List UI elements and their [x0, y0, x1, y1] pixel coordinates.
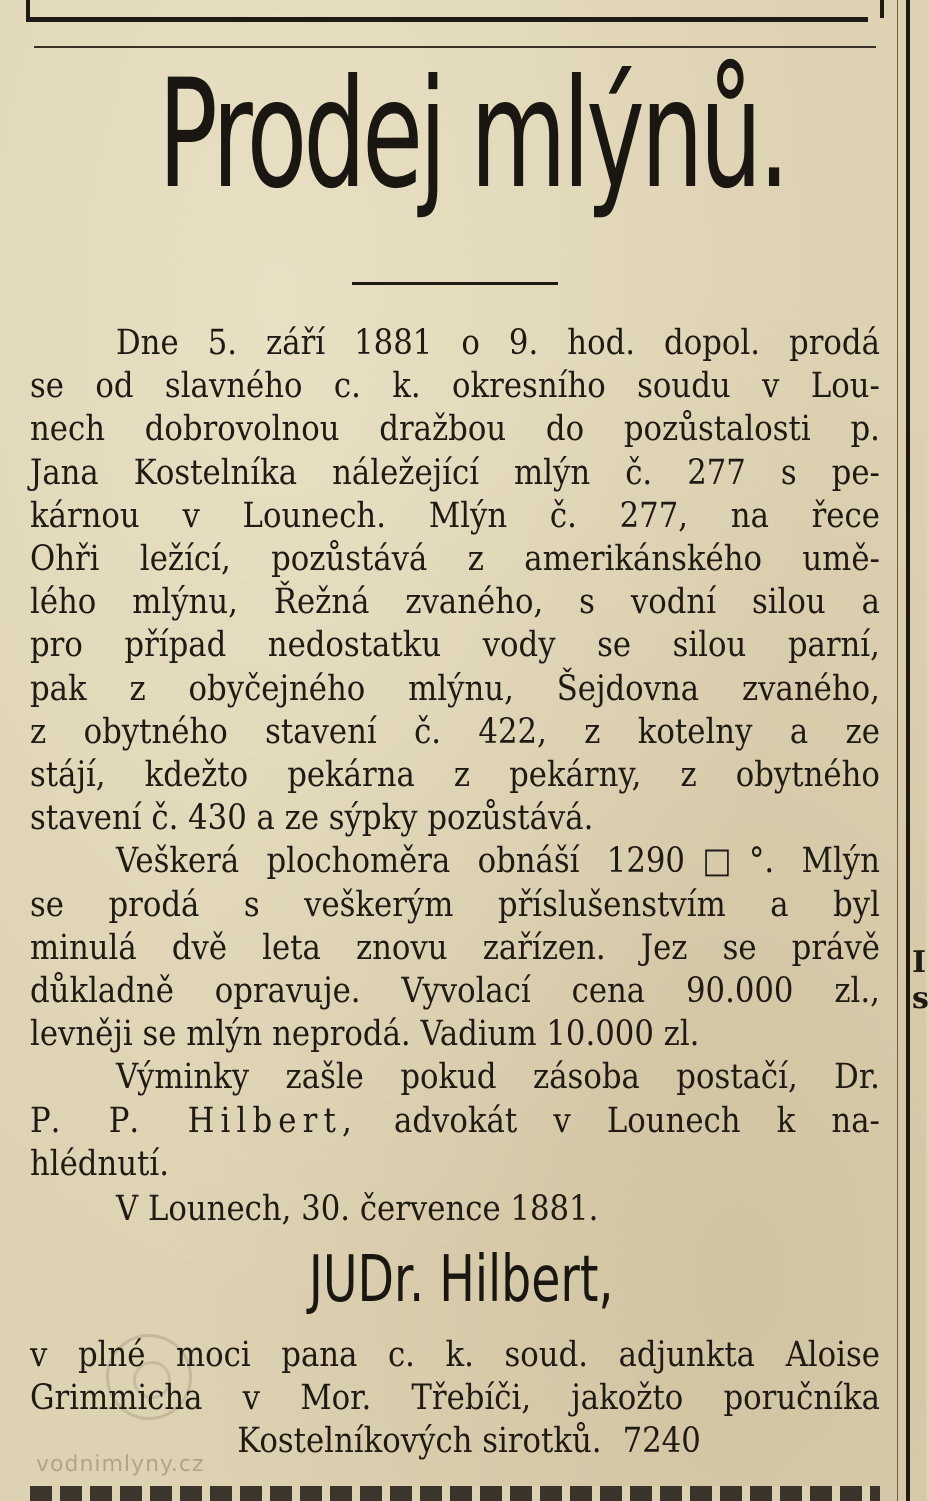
text-line: důkladně opravuje. Vyvolací cena 90.000 zl.,: [30, 971, 880, 1012]
text-line: Veškerá plochoměra obnáší 1290□°. Mlýn: [116, 841, 880, 882]
text-line: se od slavného c. k. okresního soudu v Lou-: [30, 366, 880, 407]
text-line: kárnou v Lounech. Mlýn č. 277, na řece: [30, 495, 880, 536]
text-line: hlédnutí.: [30, 1143, 170, 1184]
text-fragment: Kostelníkových sirotků.: [237, 1421, 602, 1462]
text-line: Jana Kostelníka náležející mlýn č. 277 s pe-: [30, 452, 880, 493]
text-line: levněji se mlýn neprodá. Vadium 10.000 zl.: [30, 1014, 700, 1055]
text-fragment: advokát v Lounech k na-: [394, 1100, 880, 1141]
text-line: Grimmicha v Mor. Třebíči, jakožto poručníka: [30, 1378, 880, 1419]
adjacent-column-fragment: I: [912, 945, 927, 980]
headline: Prodej mlýnů.: [158, 48, 786, 222]
text-line: stájí, kdežto pekárna z pekárny, z obytného: [30, 755, 880, 796]
advocate-name: P. P. Hilbert,: [30, 1100, 358, 1141]
adjacent-column-fragment: s: [912, 981, 929, 1016]
place-date-line: V Lounech, 30. července 1881.: [116, 1189, 599, 1229]
article-body: [30, 322, 880, 1186]
top-frame-corner: [868, 0, 884, 18]
signature-name: JUDr. Hilbert,: [308, 1243, 614, 1317]
text-line: nech dobrovolnou dražbou do pozůstalosti p.: [30, 409, 880, 450]
headline-underline: [352, 282, 558, 285]
text-line: Dne 5. září 1881 o 9. hod. dopol. prodá: [116, 323, 880, 363]
text-line: pak z obyčejného mlýnu, Šejdovna zvaného,: [30, 668, 880, 709]
text-line: Výminky zašle pokud zásoba postačí, Dr.: [116, 1057, 880, 1098]
text-line: z obytného stavení č. 422, z kotelny a ze: [30, 711, 880, 752]
text-line: pro případ nedostatku vody se silou parní,: [30, 625, 880, 666]
text-line: se prodá s veškerým příslušenstvím a byl: [30, 884, 880, 925]
column-separator: [906, 0, 910, 1501]
text-line: [30, 1100, 880, 1143]
bottom-ornament-rule: [30, 1486, 880, 1501]
ad-number: 7240: [622, 1421, 701, 1462]
text-line: v plné moci pana c. k. soud. adjunkta Aloise: [30, 1335, 880, 1375]
signature-authority: [30, 1334, 880, 1464]
text-line: minulá dvě leta znovu zařízen. Jez se právě: [30, 927, 880, 968]
top-frame-rule: [26, 0, 868, 22]
text-line: lého mlýnu, Řežná zvaného, s vodní silou a: [30, 582, 880, 623]
text-line: Ohři ležící, pozůstává z amerikánského umě-: [30, 539, 880, 580]
watermark-text: vodnimlyny.cz: [36, 1452, 205, 1477]
text-line: stavení č. 430 a ze sýpky pozůstává.: [30, 798, 594, 839]
column-separator-thin: [897, 0, 898, 1501]
